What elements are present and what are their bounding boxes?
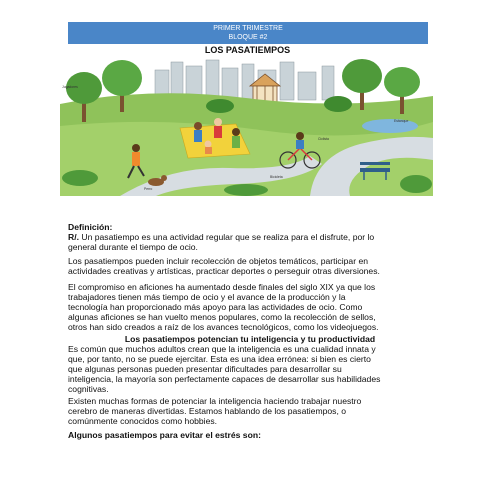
definition-block	[68, 222, 432, 252]
label-jugadores: Jugadores	[62, 85, 78, 89]
p3-line-2: trabajadores tienen más tiempo de ocio y el avance de la producción y la	[68, 292, 346, 302]
p5-line-1: Existen muchas formas de potenciar la inteligencia haciendo trabajar nuestro	[68, 396, 362, 406]
p2-line-2: actividades creativas y artísticas, practicar deportes o perseguir otras diversiones.	[68, 266, 380, 276]
definition-line-2: general durante el tiempo de ocio.	[68, 242, 198, 252]
definition-line-1-text: Un pasatiempo es una actividad regular que se realiza para el disfrute, por lo	[78, 232, 375, 242]
paragraph-5	[68, 396, 432, 426]
pond	[362, 119, 418, 133]
p4-line-5: cognitivas.	[68, 384, 109, 394]
p4-line-2: que, por tanto, no se puede ejercitar. Esta es una idea errónea: si bien es cierto	[68, 354, 371, 364]
p5-line-2: cerebro de maneras divertidas. Estamos hablando de los pasatiempos, o	[68, 406, 347, 416]
p3-line-3: tecnología han proporcionado más apoyo para las actividades de ocio. Como	[68, 302, 363, 312]
subheading: Los pasatiempos potencian tu inteligencia y tu productividad	[124, 334, 376, 344]
p3-line-5: otros han sido creados a raíz de los avances tecnológicos, como los videojuegos.	[68, 322, 379, 332]
p2-line-1: Los pasatiempos pueden incluir recolección de objetos temáticos, participar en	[68, 256, 368, 266]
label-bicicleta: Bicicleta	[270, 175, 283, 179]
page-title: LOS PASATIEMPOS	[204, 45, 291, 55]
p3-line-4: algunas aficiones se han vuelto menos populares, como la recolección de sellos,	[68, 312, 376, 322]
p3-line-1: El compromiso en aficiones ha aumentado desde finales del siglo XIX ya que los	[68, 282, 376, 292]
label-perro: Perro	[144, 187, 153, 191]
label-ciclista: Ciclista	[318, 137, 329, 141]
header-line-2: BLOQUE #2	[228, 34, 268, 41]
definition-line-1: R/. Un pasatiempo es una actividad regular que se realiza para el disfrute, por lo	[68, 232, 375, 242]
paragraph-3	[68, 282, 432, 332]
paragraph-2	[68, 256, 432, 276]
p4-line-4: inteligencia, la mayoría son perfectamente capaces de desarrollar sus habilidades	[68, 374, 381, 384]
final-heading: Algunos pasatiempos para evitar el estrés son:	[68, 430, 261, 440]
p4-line-1: Es común que muchos adultos crean que la inteligencia es una cualidad innata y	[68, 344, 376, 354]
park-illustration	[60, 56, 433, 196]
label-estanque: Estanque	[394, 119, 409, 123]
header-line-1: PRIMER TRIMESTRE	[213, 25, 283, 32]
p4-line-3: que algunas personas pueden presentar dificultades para desarrollar su	[68, 364, 342, 374]
header-banner	[68, 22, 428, 44]
paragraph-4	[68, 344, 432, 394]
p5-line-3: comúnmente conocidos como hobbies.	[68, 416, 218, 426]
definition-heading: Definición:	[68, 222, 113, 232]
